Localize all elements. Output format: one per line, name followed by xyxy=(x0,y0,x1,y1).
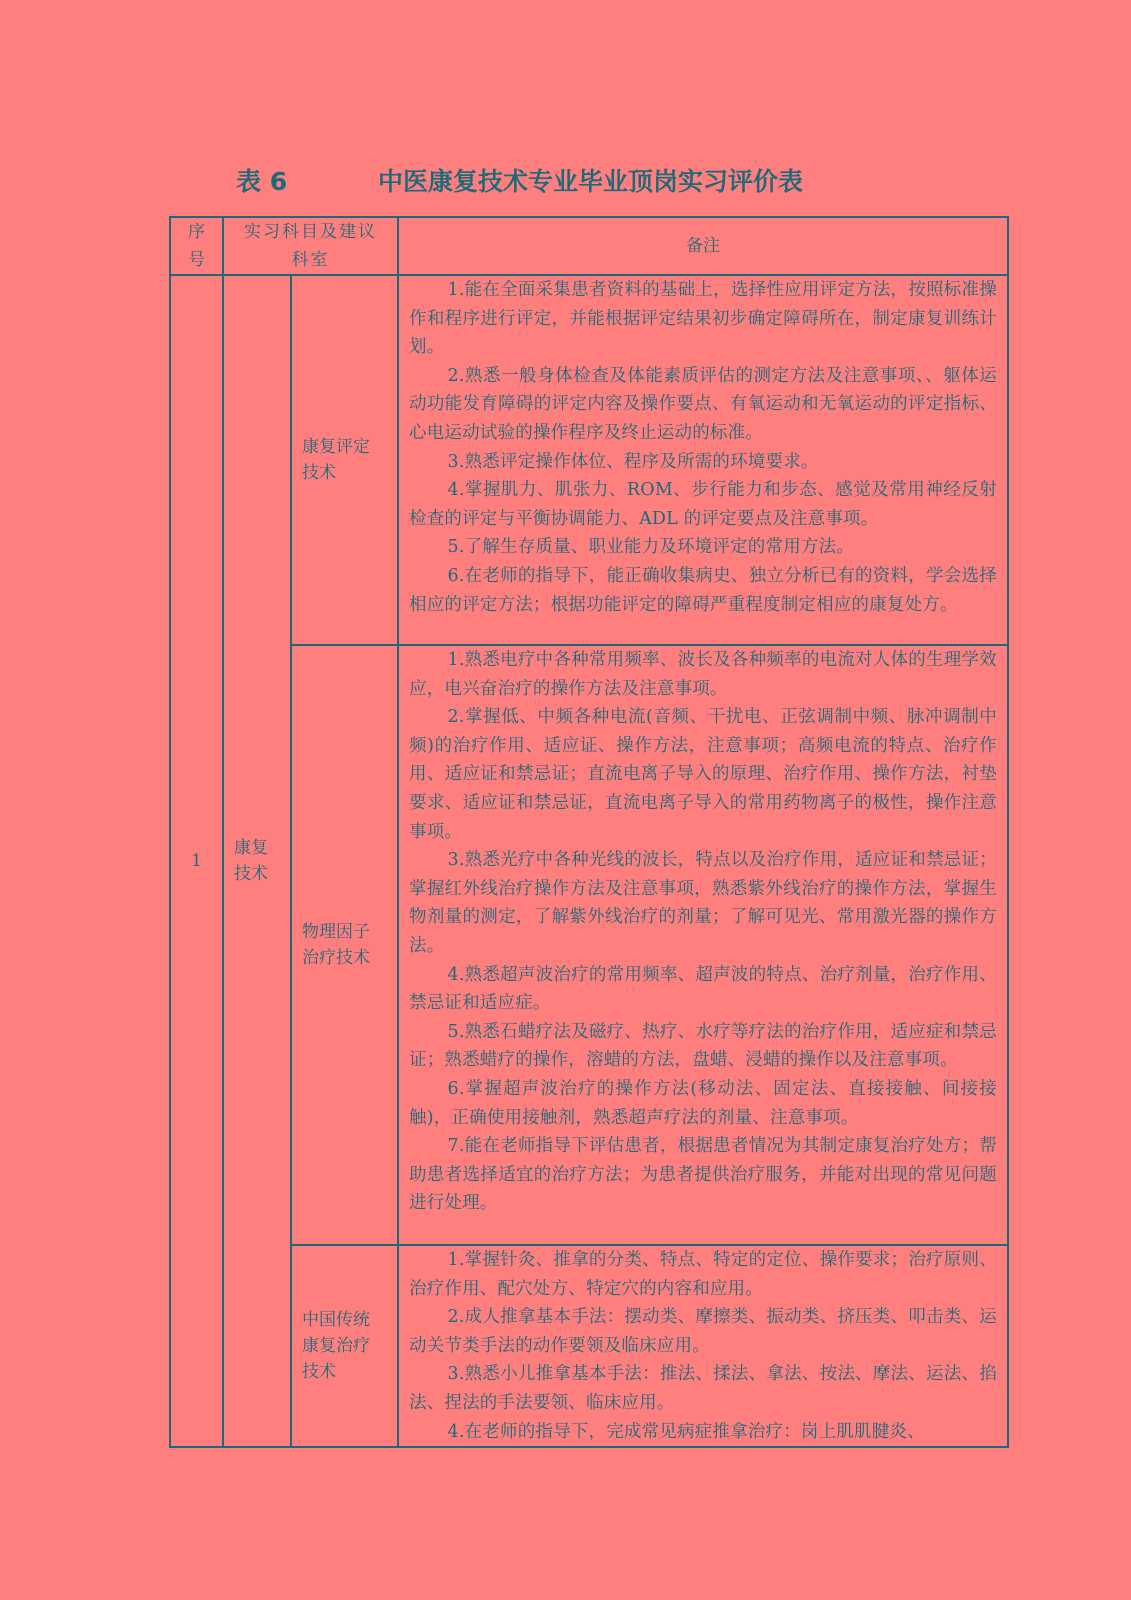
table-number: 表 6 xyxy=(236,167,288,196)
table-row xyxy=(170,645,1008,1245)
header-row xyxy=(170,217,1008,275)
note-item: 2.熟悉一般身体检查及体能素质评估的测定方法及注意事项、、躯体运动功能发育障碍的评定内容及操作要点、有氧运动和无氧运动的评定指标、心电运动试验的操作程序及终止运动的标准。 xyxy=(409,365,997,443)
table-name: 中医康复技术专业毕业顶岗实习评价表 xyxy=(378,167,804,196)
header-notes: 备注 xyxy=(398,217,1008,275)
note-item: 2.掌握低、中频各种电流(音频、干扰电、正弦调制中频、脉冲调制中频)的治疗作用、适应证、操作方法，注意事项；高频电流的特点、治疗作用、适应证和禁忌证；直流电离子导入的原理、治疗作用、操作方法，衬垫要求、适应证和禁忌证，直流电离子导入的常用药物离子的极性，操作注意事项。 xyxy=(409,707,997,842)
note-item: 6.在老师的指导下，能正确收集病史、独立分析已有的资料，学会选择相应的评定方法；根据功能评定的障碍严重程度制定相应的康复处方。 xyxy=(409,565,997,615)
table-title xyxy=(0,162,1131,202)
dept-physical-therapy: 物理因子治疗技术 xyxy=(291,645,398,1245)
note-item: 2.成人推拿基本手法：摆动类、摩擦类、振动类、挤压类、叩击类、运动关节类手法的动作要领及临床应用。 xyxy=(409,1307,997,1356)
dept-traditional-therapy: 中国传统康复治疗技术 xyxy=(291,1245,398,1447)
note-item: 6.掌握超声波治疗的操作方法(移动法、固定法、直接接触、间接接触)，正确使用接触剂，熟悉超声疗法的剂量、注意事项。 xyxy=(409,1078,997,1128)
note-item: 7.能在老师指导下评估患者，根据患者情况为其制定康复治疗处方；帮助患者选择适宜的治疗方法；为患者提供治疗服务，并能对出现的常见问题进行处理。 xyxy=(409,1136,997,1214)
notes-traditional-therapy xyxy=(398,1245,1008,1447)
dept-assessment: 康复评定技术 xyxy=(291,275,398,645)
note-item: 3.熟悉小儿推拿基本手法：推法、揉法、拿法、按法、摩法、运法、掐法、捏法的手法要领、临床应用。 xyxy=(409,1364,997,1413)
note-item: 3.熟悉评定操作体位、程序及所需的环境要求。 xyxy=(447,451,819,472)
note-item: 1.能在全面采集患者资料的基础上，选择性应用评定方法，按照标准操作和程序进行评定，并能根据评定结果初步确定障碍所在，制定康复训练计划。 xyxy=(409,280,997,358)
table-row xyxy=(170,1245,1008,1447)
note-item: 4.在老师的指导下，完成常见病症推拿治疗：岗上肌肌腱炎、 xyxy=(447,1421,925,1442)
header-subject: 实习科目及建议科室 xyxy=(223,217,398,275)
table-row xyxy=(170,275,1008,645)
row-seq: 1 xyxy=(170,275,223,1447)
header-seq: 序号 xyxy=(170,217,223,275)
note-item: 5.了解生存质量、职业能力及环境评定的常用方法。 xyxy=(447,537,854,558)
note-item: 4.熟悉超声波治疗的常用频率、超声波的特点、治疗剂量，治疗作用、禁忌证和适应症。 xyxy=(409,964,997,1014)
evaluation-table xyxy=(169,216,1009,1448)
note-item: 4.掌握肌力、肌张力、ROM、步行能力和步态、感觉及常用神经反射检查的评定与平衡协调能力、ADL 的评定要点及注意事项。 xyxy=(409,480,997,529)
note-item: 3.熟悉光疗中各种光线的波长，特点以及治疗作用，适应证和禁忌证；掌握红外线治疗操作方法及注意事项，熟悉紫外线治疗的操作方法，掌握生物剂量的测定，了解紫外线治疗的剂量；了解可见光、常用激光器的操作方法。 xyxy=(409,850,997,956)
note-item: 1.熟悉电疗中各种常用频率、波长及各种频率的电流对人体的生理学效应，电兴奋治疗的操作方法及注意事项。 xyxy=(409,650,997,699)
row-subject: 康复技术 xyxy=(223,275,291,1447)
note-item: 5.熟悉石蜡疗法及磁疗、热疗、水疗等疗法的治疗作用，适应症和禁忌证；熟悉蜡疗的操作，溶蜡的方法，盘蜡、浸蜡的操作以及注意事项。 xyxy=(409,1021,997,1071)
note-item: 1.掌握针灸、推拿的分类、特点、特定的定位、操作要求；治疗原则、治疗作用、配穴处方、特定穴的内容和应用。 xyxy=(409,1250,997,1299)
notes-physical-therapy xyxy=(398,645,1008,1245)
notes-assessment xyxy=(398,275,1008,645)
